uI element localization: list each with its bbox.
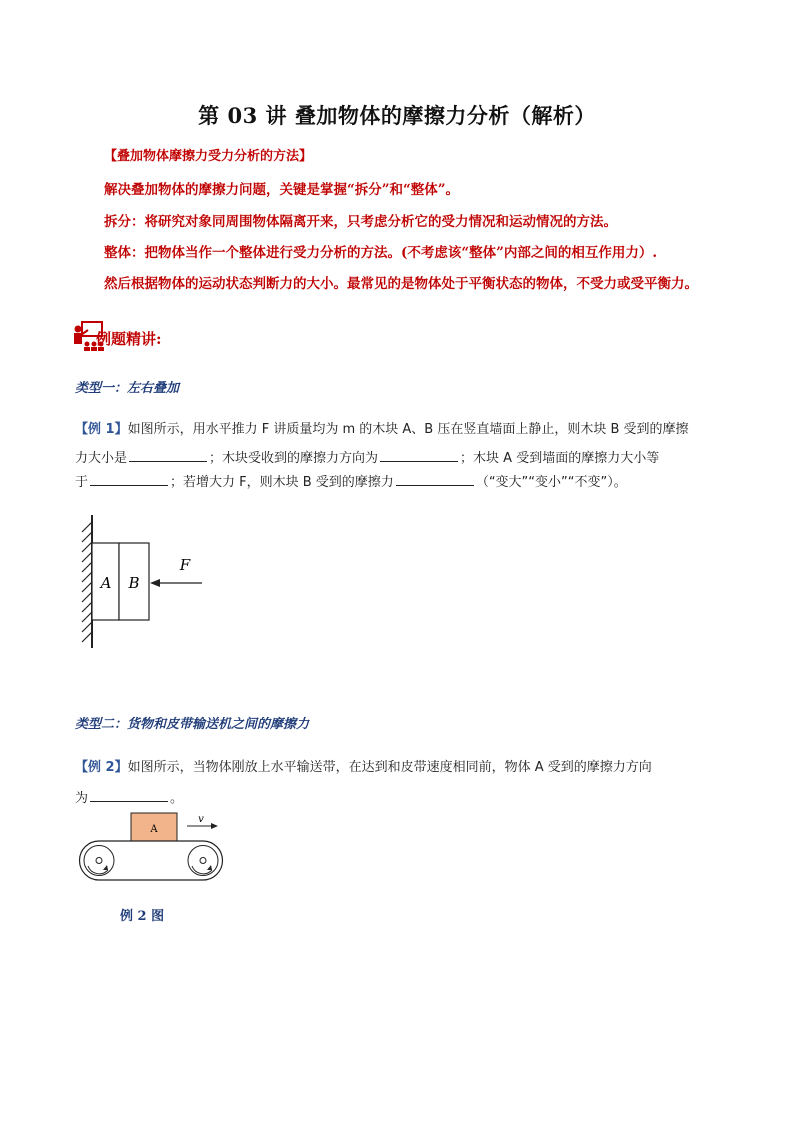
figure-caption: 例 2 图: [120, 909, 165, 924]
section-heading: 例题精讲:: [96, 330, 162, 348]
example1-line1: 【例 1】如图所示，用水平推力 F 讲质量均为 m 的木块 A、B 压在竖直墙面上静止，则木块 B 受到的摩擦: [75, 422, 689, 437]
wall-hatching: [82, 522, 92, 642]
example1-label: 【例 1】: [75, 422, 128, 437]
block-a-label: A: [100, 574, 112, 592]
method-line: 拆分：将研究对象同周围物体隔离开来，只考虑分析它的受力情况和运动情况的方法。: [104, 214, 617, 230]
method-line: 然后根据物体的运动状态判断力的大小。最常见的是物体处于平衡状态的物体，不受力或受平衡力。: [104, 276, 698, 292]
force-label: F: [179, 556, 191, 574]
example1-line3: 于 ；若增大力 F，则木块 B 受到的摩擦力 （“变大”“变小”“不变”）。: [75, 475, 627, 490]
page-title: 第 03 讲 叠加物体的摩擦力分析（解析）: [198, 103, 596, 128]
method-heading: 【叠加物体摩擦力受力分析的方法】: [104, 149, 313, 164]
type2-heading: 类型二：货物和皮带输送机之间的摩擦力: [75, 717, 310, 732]
example2-label: 【例 2】: [75, 760, 128, 775]
right-roller: [188, 846, 218, 876]
type1-heading: 类型一：左右叠加: [75, 381, 180, 396]
answer-blank[interactable]: [90, 473, 168, 486]
answer-blank[interactable]: [129, 449, 207, 462]
velocity-arrowhead: [211, 823, 218, 829]
example1-line2: 力大小是 ；木块受收到的摩擦力方向为 ；木块 A 受到墙面的摩擦力大小等: [75, 451, 660, 466]
example2-line2: 为 。: [75, 791, 184, 806]
velocity-label: v: [198, 814, 204, 825]
block-b-label: B: [128, 574, 140, 592]
force-arrowhead: [150, 579, 160, 587]
example2-line1: 【例 2】如图所示，当物体刚放上水平输送带，在达到和皮带速度相同前，物体 A 受到的摩擦力方向: [75, 760, 652, 775]
method-line: 解决叠加物体的摩擦力问题，关键是掌握“拆分”和“整体”。: [104, 182, 460, 198]
example2-figure: [72, 808, 237, 888]
answer-blank[interactable]: [396, 473, 474, 486]
answer-blank[interactable]: [380, 449, 458, 462]
answer-blank[interactable]: [90, 789, 168, 802]
example1-figure: [70, 510, 220, 655]
left-roller: [84, 846, 114, 876]
block-a-label: A: [150, 824, 158, 835]
method-line: 整体：把物体当作一个整体进行受力分析的方法。(不考虑该“整体”内部之间的相互作用力）.: [104, 245, 658, 261]
